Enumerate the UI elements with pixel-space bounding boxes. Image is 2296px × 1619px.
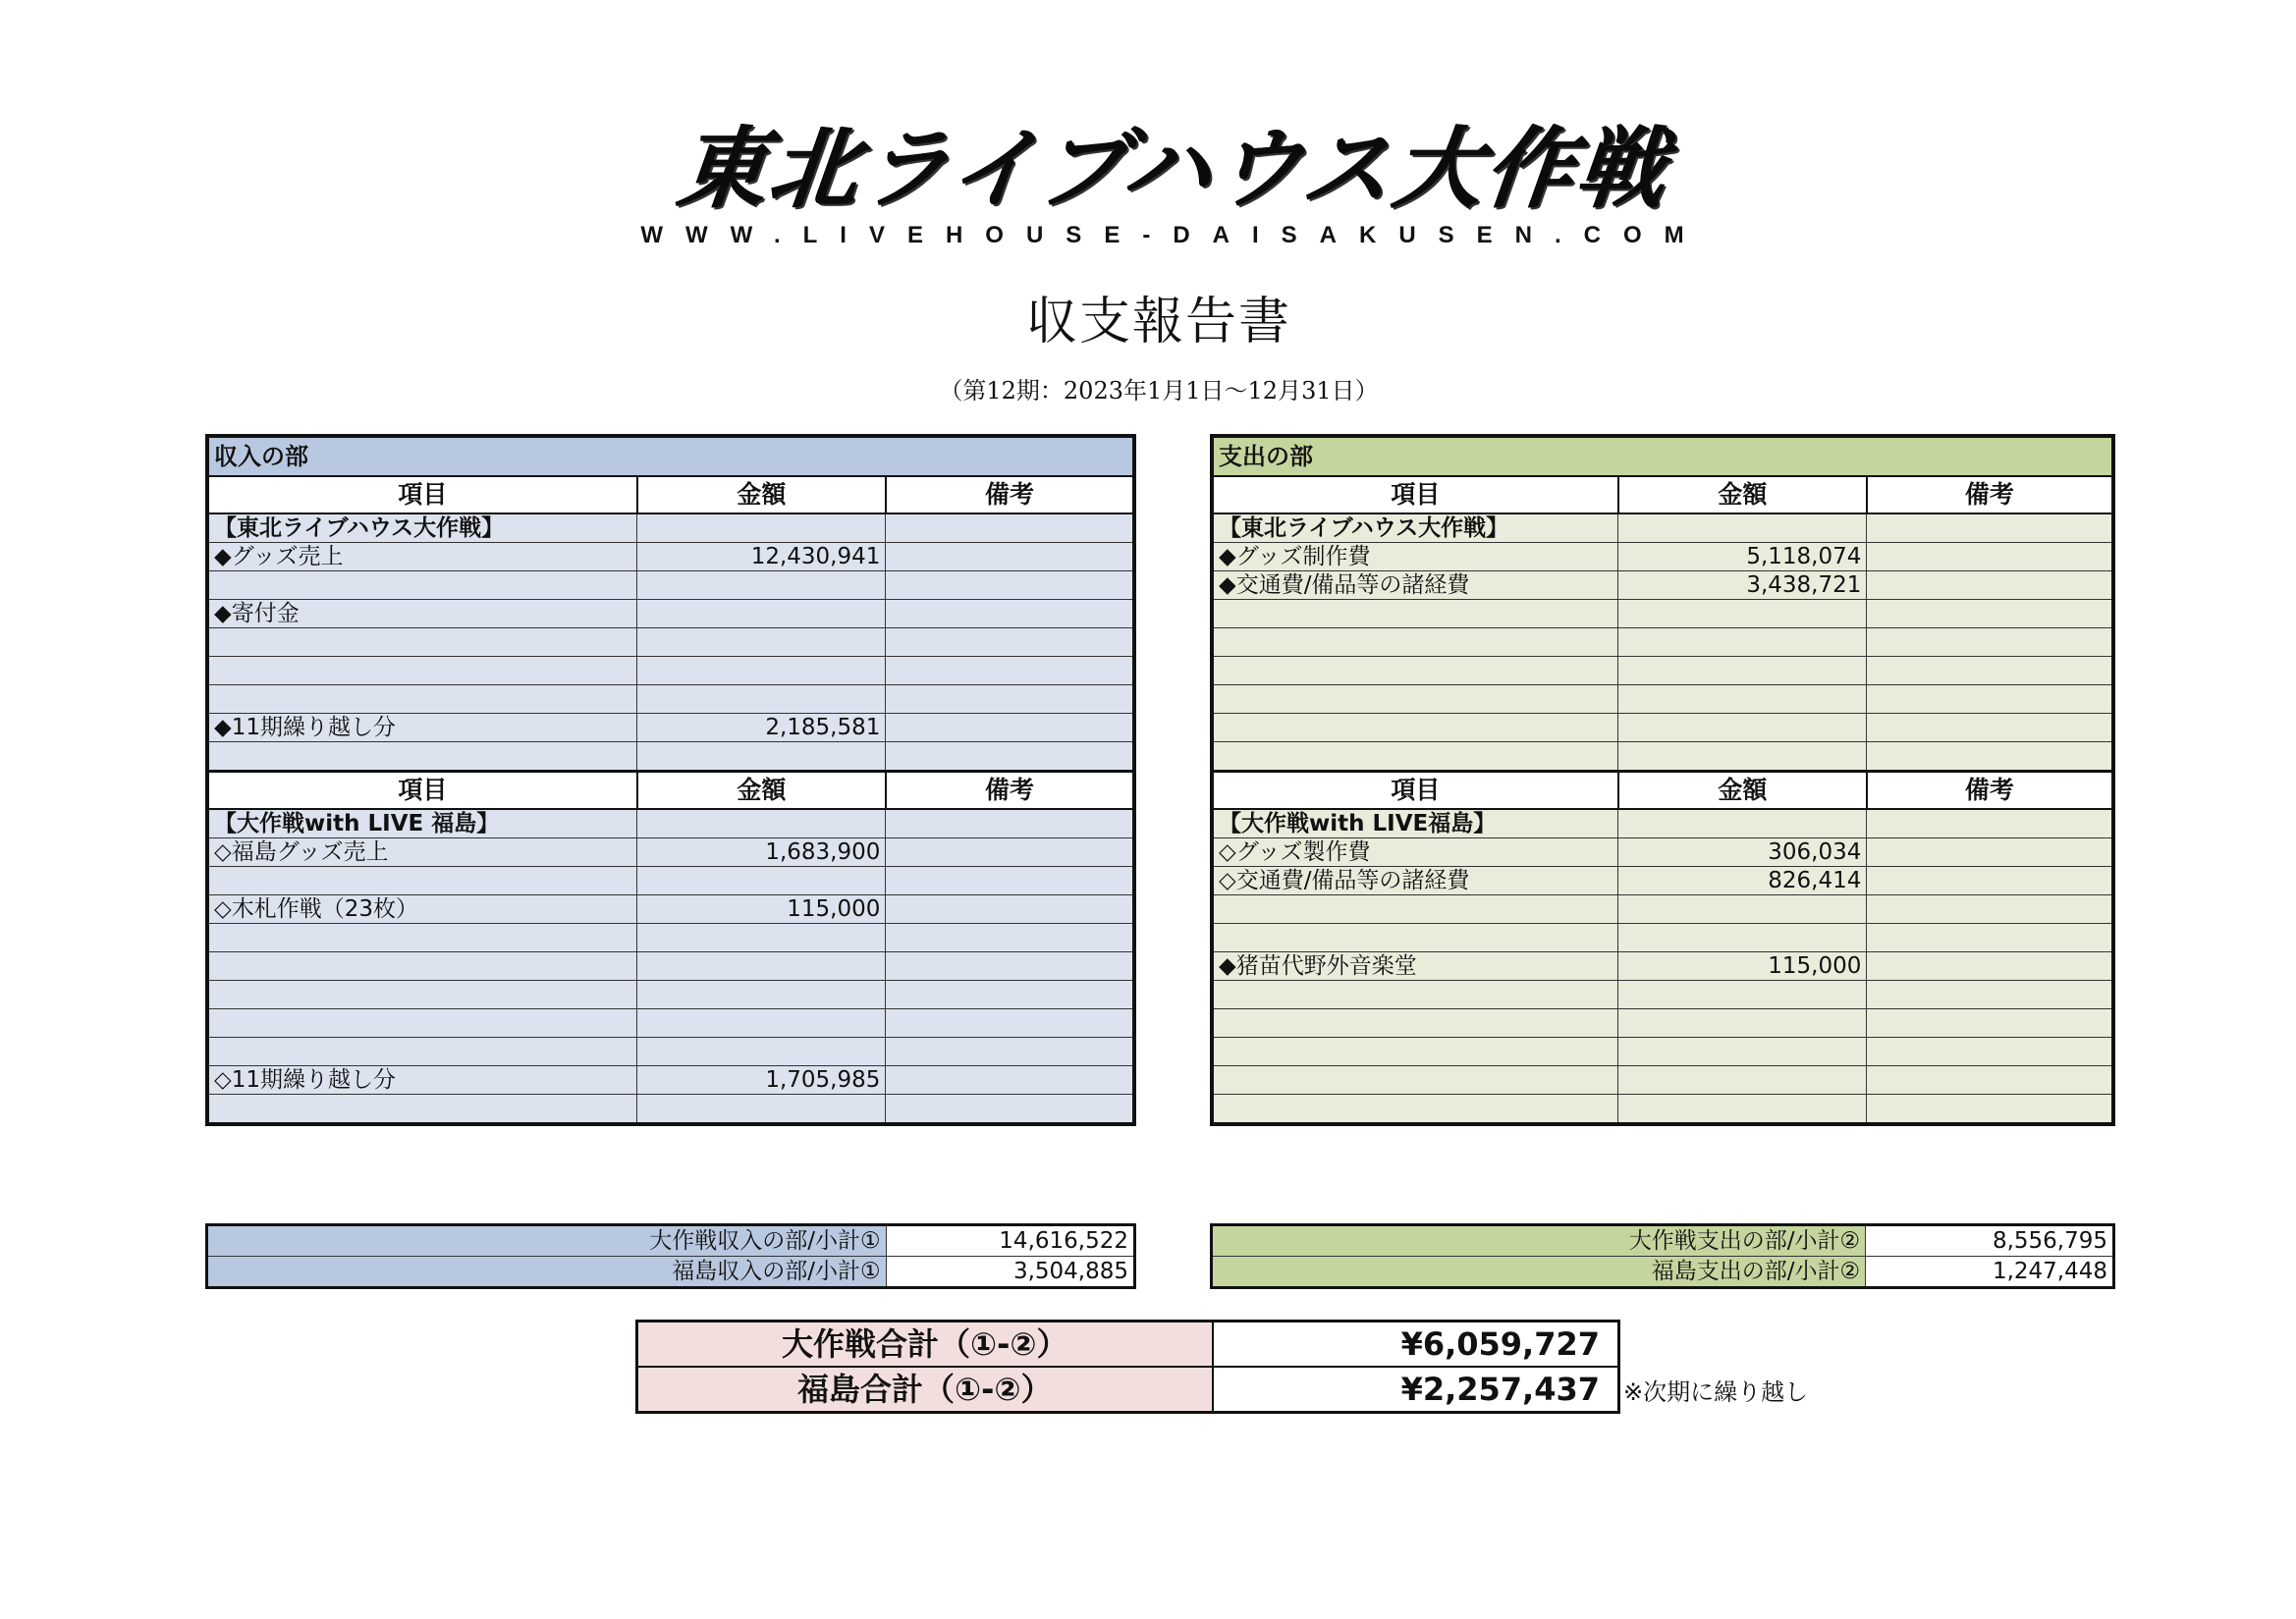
income-header-item: 項目 xyxy=(207,476,637,513)
table-row xyxy=(1212,924,2113,952)
table-row xyxy=(1212,628,2113,657)
income-subtotal-label: 大作戦収入の部/小計① xyxy=(207,1225,887,1257)
table-row xyxy=(207,981,1134,1009)
table-row xyxy=(1212,742,2113,772)
expense-header-item-2: 項目 xyxy=(1212,772,1618,810)
table-row xyxy=(207,952,1134,981)
table-row xyxy=(1212,657,2113,685)
table-row xyxy=(207,1038,1134,1066)
table-row xyxy=(1212,1095,2113,1125)
expense-table xyxy=(1210,434,2115,1126)
expense-group-label-2: 【大作戦with LIVE福島】 xyxy=(1212,809,1618,838)
income-group-label-2: 【大作戦with LIVE 福島】 xyxy=(207,809,637,838)
table-row: ◇グッズ製作費 306,034 xyxy=(1212,838,2113,867)
table-row xyxy=(1212,600,2113,628)
table-row xyxy=(207,1009,1134,1038)
table-row: ◆グッズ制作費 5,118,074 xyxy=(1212,543,2113,571)
table-row xyxy=(207,685,1134,714)
table-row xyxy=(1212,1066,2113,1095)
income-group-label: 【東北ライブハウス大作戦】 xyxy=(207,513,637,543)
expense-header-note: 備考 xyxy=(1867,476,2113,513)
table-row xyxy=(207,742,1134,772)
income-section-label: 収入の部 xyxy=(207,436,1134,476)
table-row xyxy=(207,657,1134,685)
table-row xyxy=(1212,895,2113,924)
expense-header-amount: 金額 xyxy=(1618,476,1867,513)
table-row: ◆交通費/備品等の諸経費 3,438,721 xyxy=(1212,571,2113,600)
table-row xyxy=(1212,685,2113,714)
table-row xyxy=(207,628,1134,657)
income-table xyxy=(205,434,1136,1126)
logo-wordmark: 東北ライブハウス大作戦 xyxy=(673,117,1674,221)
table-row xyxy=(1212,1038,2113,1066)
income-header-note-2: 備考 xyxy=(886,772,1134,810)
expense-header-item: 項目 xyxy=(1212,476,1618,513)
table-row xyxy=(207,867,1134,895)
income-header-item-2: 項目 xyxy=(207,772,637,810)
table-row xyxy=(207,924,1134,952)
table-row: ◆猪苗代野外音楽堂 115,000 xyxy=(1212,952,2113,981)
table-row xyxy=(207,1095,1134,1125)
site-url: WWW.LIVEHOUSE-DAISAKUSEN.COM xyxy=(640,222,1707,248)
income-header-amount: 金額 xyxy=(637,476,886,513)
fiscal-period: （第12期：2023年1月1日～12月31日） xyxy=(939,377,1379,405)
table-row xyxy=(207,571,1134,600)
table-row xyxy=(1212,1009,2113,1038)
expense-subtotal-value: 8,556,795 xyxy=(1866,1225,2114,1257)
income-subtotal-label: 福島収入の部/小計① xyxy=(207,1257,887,1288)
total-label-fukushima: 福島合計（①-②） xyxy=(637,1367,1213,1413)
income-subtotal-value: 14,616,522 xyxy=(886,1225,1134,1257)
table-row: ◆寄付金 xyxy=(207,600,1134,628)
expense-subtotal-label: 大作戦支出の部/小計② xyxy=(1212,1225,1866,1257)
expense-header-note-2: 備考 xyxy=(1867,772,2113,810)
table-row: ◇11期繰り越し分 1,705,985 xyxy=(207,1066,1134,1095)
expense-subtotal-label: 福島支出の部/小計② xyxy=(1212,1257,1866,1288)
table-row: ◇交通費/備品等の諸経費 826,414 xyxy=(1212,867,2113,895)
expense-group-label: 【東北ライブハウス大作戦】 xyxy=(1212,513,1618,543)
expense-subtotals xyxy=(1210,1223,2115,1289)
expense-subtotal-value: 1,247,448 xyxy=(1866,1257,2114,1288)
carry-over-note: ※次期に繰り越し xyxy=(1623,1378,1809,1406)
table-row xyxy=(1212,981,2113,1009)
total-value-daisakusen: ¥6,059,727 xyxy=(1213,1322,1619,1368)
table-row: ◆11期繰り越し分 2,185,581 xyxy=(207,714,1134,742)
expense-header-amount-2: 金額 xyxy=(1618,772,1867,810)
page-title: 収支報告書 xyxy=(1025,293,1291,351)
total-label-daisakusen: 大作戦合計（①-②） xyxy=(637,1322,1213,1368)
income-subtotals xyxy=(205,1223,1136,1289)
expense-section-label: 支出の部 xyxy=(1212,436,2113,476)
total-value-fukushima: ¥2,257,437 xyxy=(1213,1367,1619,1413)
table-row: ◇福島グッズ売上 1,683,900 xyxy=(207,838,1134,867)
table-row xyxy=(1212,714,2113,742)
income-subtotal-value: 3,504,885 xyxy=(886,1257,1134,1288)
table-row: ◆グッズ売上 12,430,941 xyxy=(207,543,1134,571)
income-header-amount-2: 金額 xyxy=(637,772,886,810)
table-row: ◇木札作戦（23枚） 115,000 xyxy=(207,895,1134,924)
grand-totals xyxy=(635,1320,1620,1414)
income-header-note: 備考 xyxy=(886,476,1134,513)
